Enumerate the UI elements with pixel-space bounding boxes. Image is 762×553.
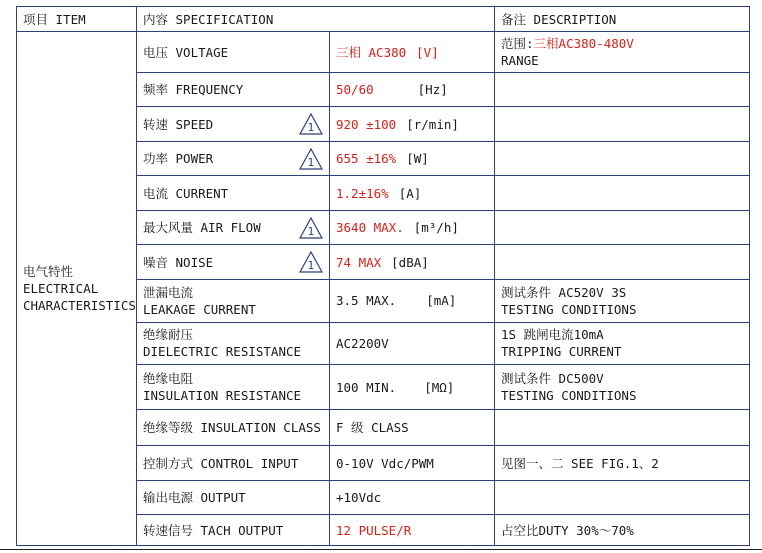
spec-label-cell [137, 107, 330, 142]
desc-cell [495, 107, 750, 142]
spec-label: 电流 CURRENT [137, 176, 330, 211]
item-group-en1: ELECTRICAL [23, 281, 99, 297]
desc-cell [495, 141, 750, 176]
spec-value [330, 32, 495, 73]
unit-text: [V] [416, 44, 439, 60]
spec-value [330, 72, 495, 107]
spec-value: 12 PULSE/R [330, 515, 495, 546]
spec-value [330, 245, 495, 280]
unit-text: [A] [398, 185, 422, 201]
unit-text: [m³/h] [413, 220, 459, 236]
value-text: 100 MIN. [336, 379, 397, 395]
spec-label-cn: 绝缘电阻 [143, 371, 194, 387]
desc-prefix: 范围: [501, 36, 534, 52]
value-text: 920 ±100 [336, 116, 397, 132]
spec-label-cn: 绝缘耐压 [143, 327, 194, 343]
item-group-cell [17, 32, 137, 546]
spec-value: +10Vdc [330, 480, 495, 515]
value-text: 三相 AC380 [336, 44, 407, 60]
spec-value [330, 141, 495, 176]
desc-range: 三相AC380-480V [533, 36, 634, 52]
spec-label-en: DIELECTRIC RESISTANCE [143, 344, 302, 360]
desc-cell [495, 176, 750, 211]
warning-triangle-icon [299, 217, 323, 239]
spec-label: 最大风量 AIR FLOW [143, 220, 261, 236]
spec-value [330, 176, 495, 211]
warning-triangle-icon [299, 113, 323, 135]
spec-label-en: LEAKAGE CURRENT [143, 301, 256, 317]
svg-text:1: 1 [307, 155, 315, 169]
desc-cell: 见图一、二 SEE FIG.1、2 [495, 446, 750, 481]
spec-label: 转速信号 TACH OUTPUT [137, 515, 330, 546]
spec-label-cn: 泄漏电流 [143, 284, 194, 300]
spec-value [330, 107, 495, 142]
spec-label: 转速 SPEED [143, 116, 214, 132]
desc-cell [495, 245, 750, 280]
spec-value: F 级 CLASS [330, 409, 495, 446]
desc-cell [495, 365, 750, 410]
desc-cn: 1S 跳闸电流10mA [501, 327, 604, 343]
unit-text: [dBA] [391, 254, 429, 270]
desc-cn: 测试条件 DC500V [501, 371, 604, 387]
spec-label: 绝缘等级 INSULATION CLASS [137, 409, 330, 446]
value-text: 1.2±16% [336, 185, 389, 201]
value-text: 50/60 [336, 82, 374, 98]
spec-value [330, 365, 495, 410]
value-text: 3.5 MAX. [336, 293, 397, 309]
unit-text: [r/min] [406, 116, 459, 132]
spec-label-en: INSULATION RESISTANCE [143, 388, 302, 404]
spec-label-cell [137, 279, 330, 322]
spec-value [330, 210, 495, 245]
unit-text: [MΩ] [424, 379, 455, 395]
desc-en: TRIPPING CURRENT [501, 344, 622, 360]
value-text: 3640 MAX. [336, 220, 404, 236]
bottom-rule [0, 549, 762, 550]
table-row [17, 32, 750, 73]
spec-label-cell [137, 141, 330, 176]
warning-triangle-icon [299, 251, 323, 273]
desc-cell [495, 480, 750, 515]
spec-label: 输出电源 OUTPUT [137, 480, 330, 515]
spec-label-cell [137, 245, 330, 280]
spec-value [330, 279, 495, 322]
desc-cell [495, 409, 750, 446]
svg-text:1: 1 [307, 121, 315, 135]
spec-table [16, 6, 750, 546]
spec-label: 功率 POWER [143, 151, 214, 167]
desc-cell [495, 322, 750, 365]
desc-cell [495, 210, 750, 245]
svg-text:1: 1 [307, 224, 315, 238]
header-spec: 内容 SPECIFICATION [137, 7, 495, 32]
desc-cell [495, 72, 750, 107]
spec-value: 0-10V Vdc/PWM [330, 446, 495, 481]
spec-label: 控制方式 CONTROL INPUT [137, 446, 330, 481]
spec-label-cell [137, 210, 330, 245]
spec-label: 频率 FREQUENCY [137, 72, 330, 107]
spec-label: 电压 VOLTAGE [137, 32, 330, 73]
desc-cell: 占空比DUTY 30%～70% [495, 515, 750, 546]
desc-en: TESTING CONDITIONS [501, 388, 637, 404]
value-text: 655 ±16% [336, 151, 397, 167]
header-desc: 备注 DESCRIPTION [495, 7, 750, 32]
item-group-cn: 电气特性 [23, 264, 74, 280]
desc-cell [495, 279, 750, 322]
desc-cell [495, 32, 750, 73]
spec-label-cell [137, 365, 330, 410]
desc-en: RANGE [501, 53, 539, 69]
unit-text: [mA] [426, 293, 457, 309]
item-group-en2: CHARACTERISTICS [23, 298, 136, 314]
value-text: 74 MAX [336, 254, 382, 270]
svg-text:1: 1 [307, 259, 315, 273]
warning-triangle-icon [299, 148, 323, 170]
desc-en: TESTING CONDITIONS [501, 301, 637, 317]
unit-text: [W] [406, 151, 429, 167]
spec-label: 噪音 NOISE [143, 254, 214, 270]
unit-text: [Hz] [417, 82, 448, 98]
spec-value: AC2200V [330, 322, 495, 365]
header-row [17, 7, 750, 32]
spec-label-cell [137, 322, 330, 365]
header-item: 项目 ITEM [17, 7, 137, 32]
desc-cn: 测试条件 AC520V 3S [501, 284, 627, 300]
